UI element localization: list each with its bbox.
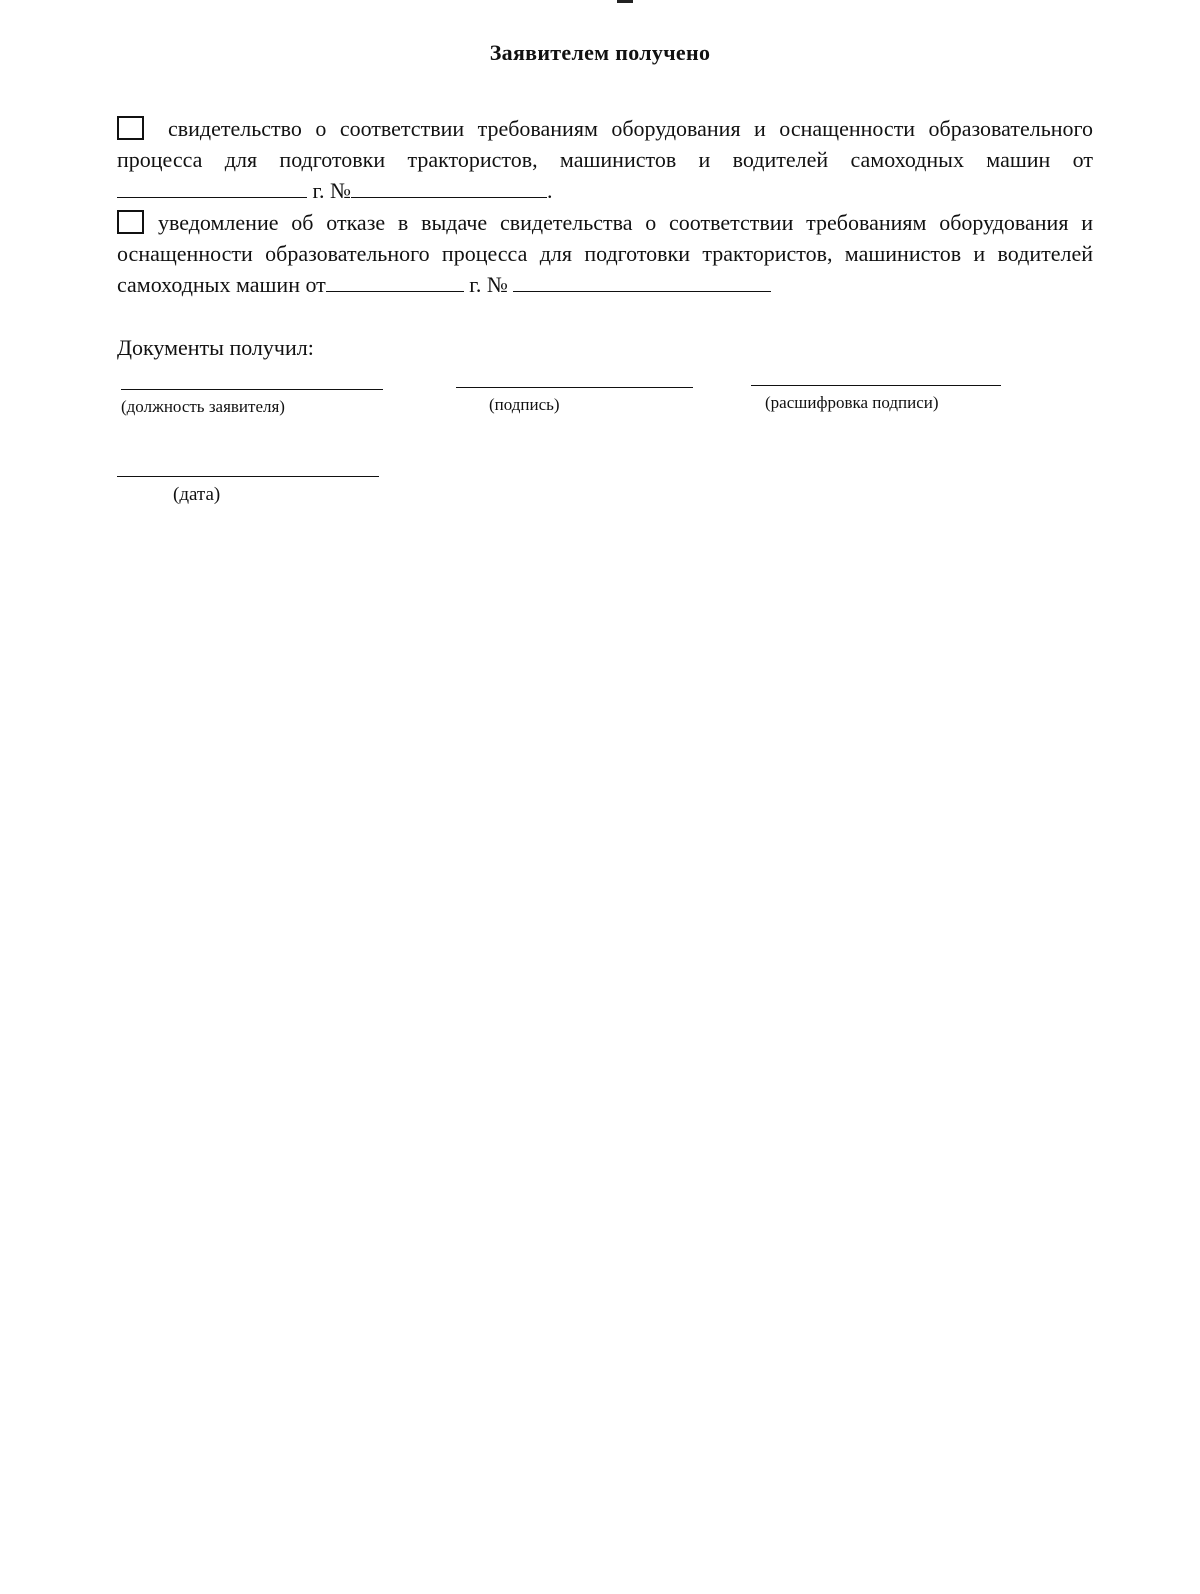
certificate-end: . [547,178,553,203]
position-line[interactable] [121,389,383,390]
certificate-text: свидетельство о соответствии требованиям оборудования и оснащенности образовательного процесса для подготовки трактористов, машинистов и водителей самоходных машин от [117,116,1093,172]
page-number-mark [617,0,633,3]
signature-decode-caption: (расшифровка подписи) [765,393,939,412]
page-title: Заявителем получено [489,40,711,65]
signature-line[interactable] [456,387,693,388]
documents-received-label: Документы получил: [117,335,314,360]
position-caption: (должность заявителя) [121,397,285,416]
certificate-checkbox[interactable] [117,116,144,140]
refusal-checkbox[interactable] [117,210,144,234]
certificate-number-blank[interactable] [351,179,547,198]
refusal-text: уведомление об отказе в выдаче свидетельства о соответствии требованиям оборудования и оснащенности образовательного процесса для подготовки трактористов, машинистов и водителей самоходных машин от [117,210,1093,297]
certificate-year-number-label: г. № [312,178,352,203]
item-certificate [117,113,1093,206]
date-line[interactable] [117,476,379,477]
signature-caption: (подпись) [489,395,560,414]
date-caption: (дата) [173,484,221,505]
item-refusal [117,207,1093,300]
refusal-year-number-label: г. № [469,272,508,297]
refusal-number-blank[interactable] [513,273,771,292]
certificate-date-blank[interactable] [117,179,307,198]
refusal-date-blank[interactable] [326,273,464,292]
signature-decode-line[interactable] [751,385,1001,386]
